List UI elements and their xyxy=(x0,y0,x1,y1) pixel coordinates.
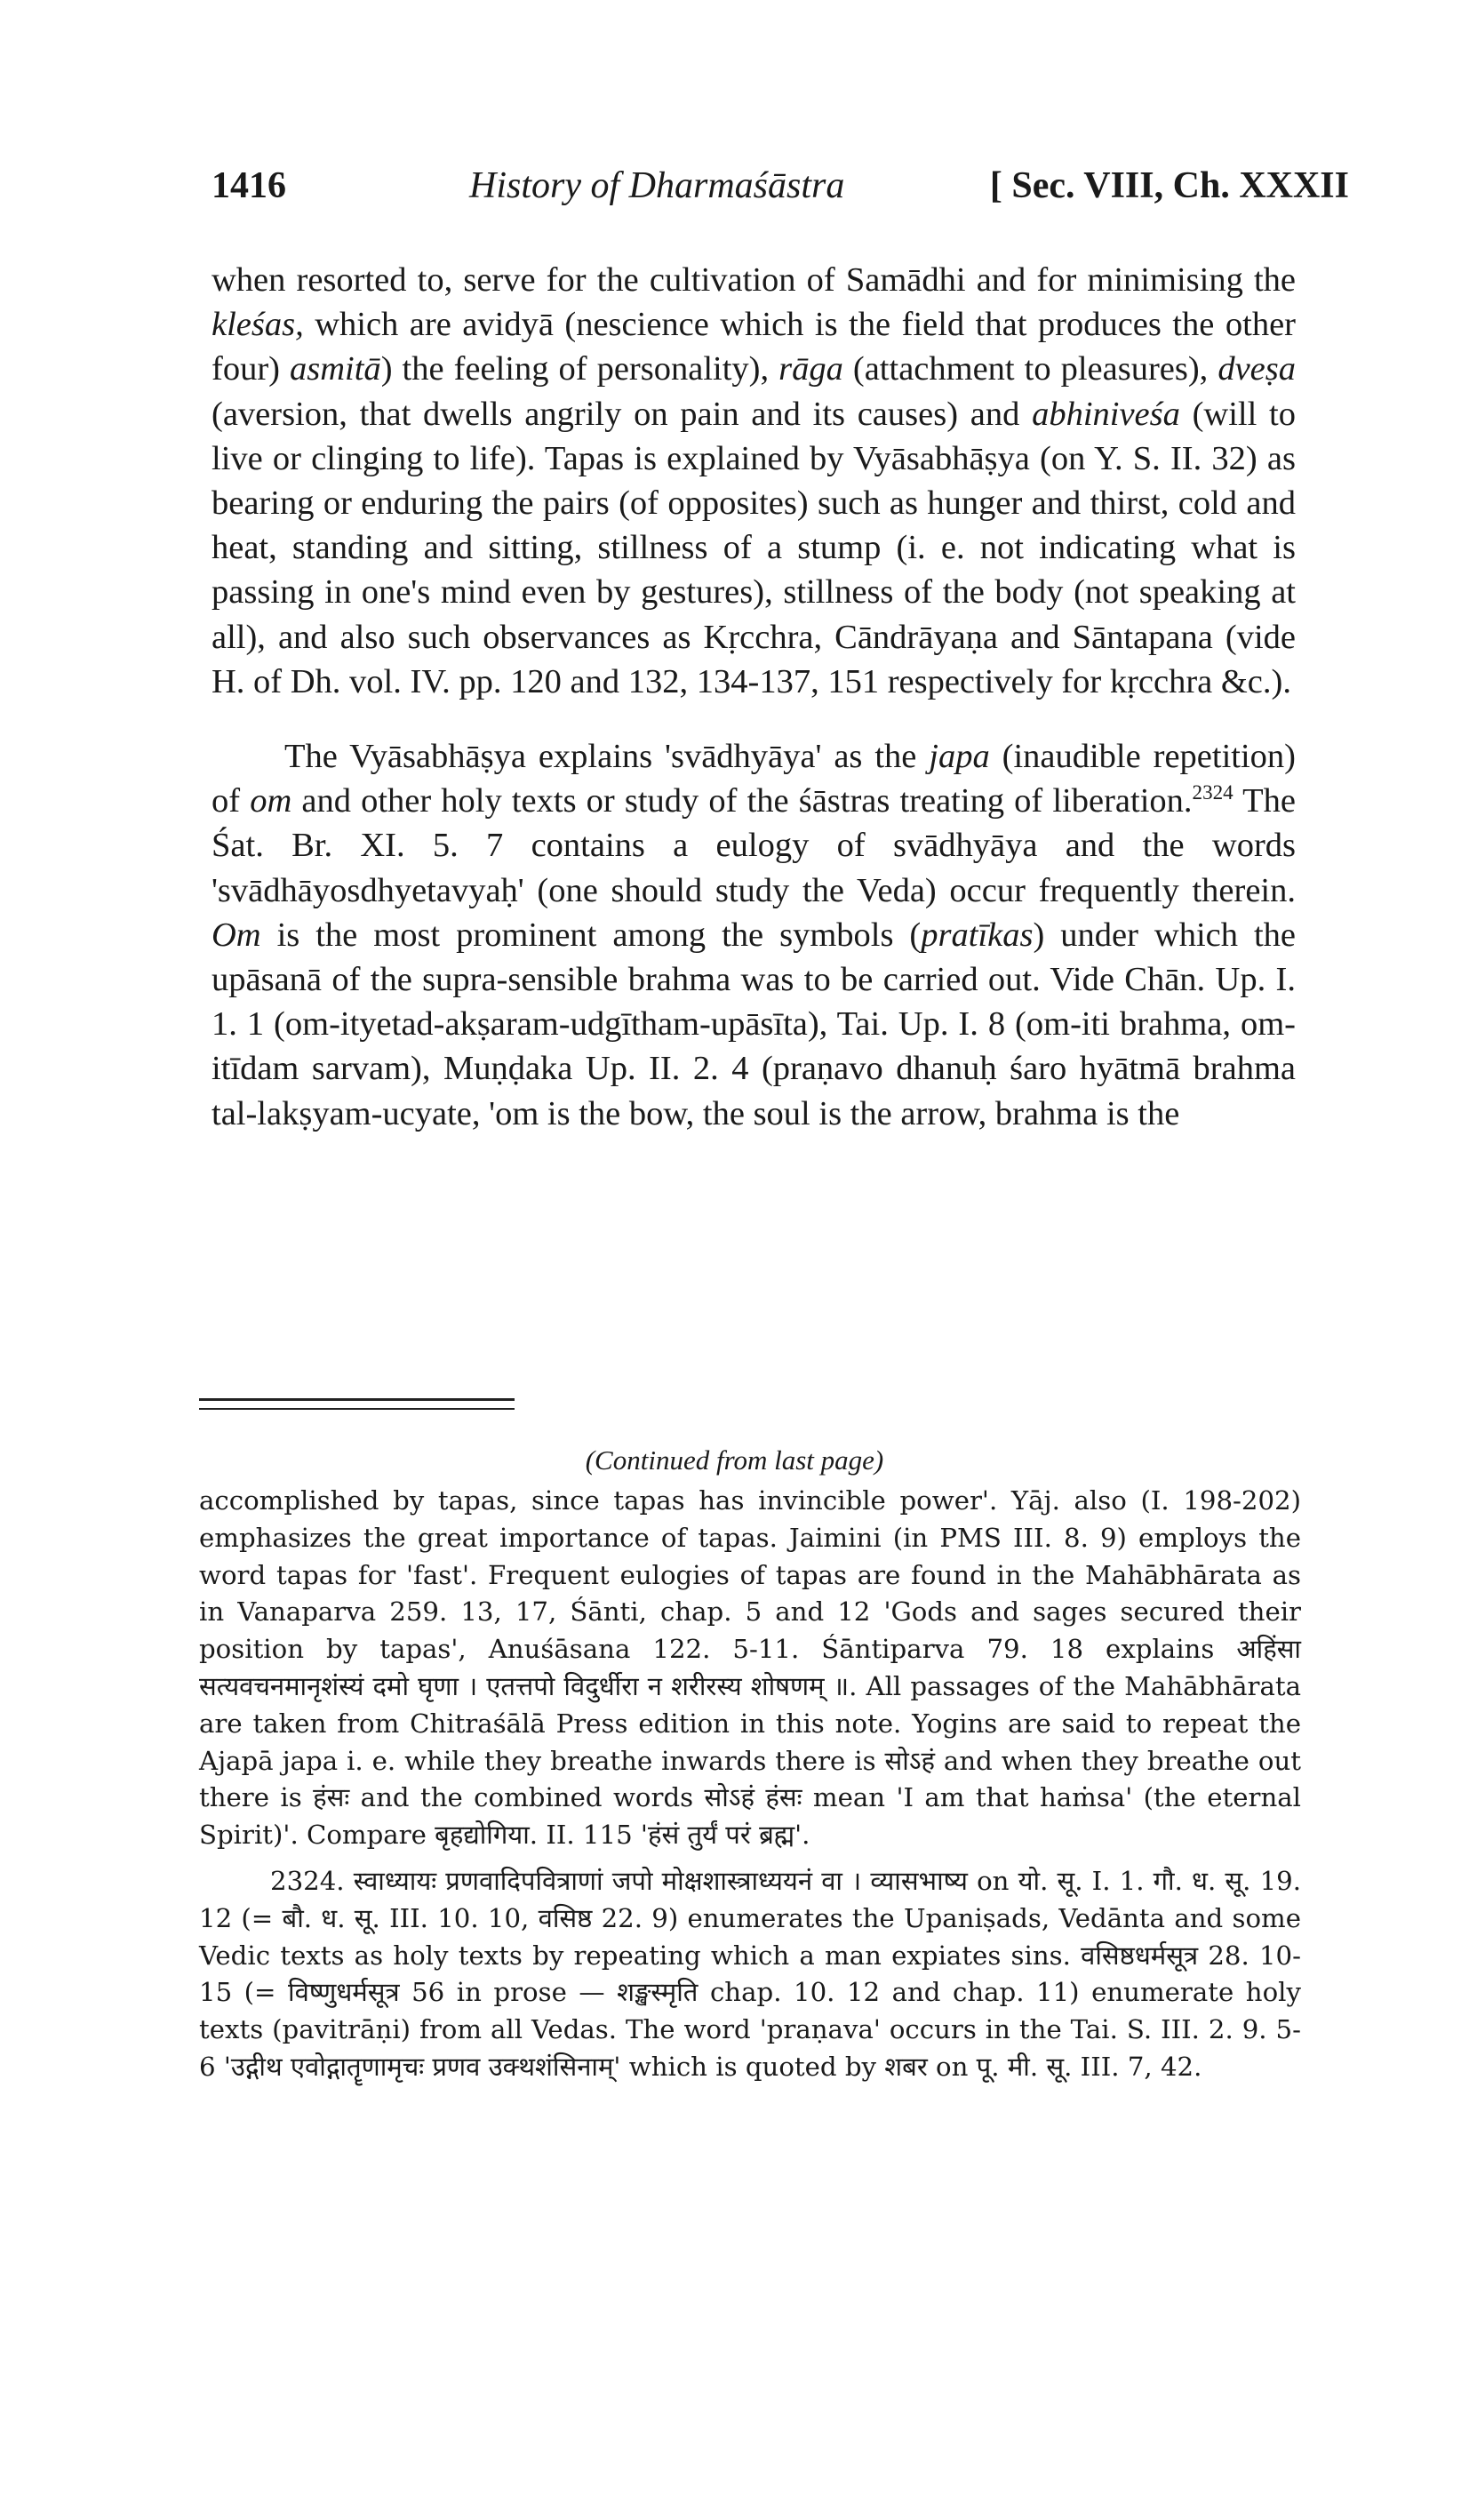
footnote-2324: 2324. स्वाध्यायः प्रणवादिपवित्राणां जपो मोक्षशास्त्राध्ययनं वा । व्यासभाष्य on यो. सू. I. 1. गौ. ध. सू. 19. 12 (= बौ. ध. सू. III. 10. 10, वसिष्ठ 22. 9) enumerates the Upaniṣads, Vedānta and some Vedic texts as holy texts by repeating which a man expiates sins. वसिष्ठधर्मसूत्र 28. 10-15 (= विष्णुधर्मसूत्र 56 in prose — शङ्खस्मृति chap. 10. 12 and chap. 11) enumerate holy texts (pavitrāṇi) from all Vedas. The word 'praṇava' occurs in the Tai. S. III. 2. 9. 5-6 'उद्गीथ एवोद्गातॄणामृचः प्रणव उक्थशंसिनाम्' which is quoted by शबर on पू. मी. सू. III. 7, 42. xyxy=(199,1865,1301,2082)
paragraph-2: The Vyāsabhāṣya explains 'svādhyāya' as the japa (inaudible repetition) of om and other holy texts or study of the śāstras treating of liberation.$^{2324}$ The Śat. Br. XI. 5. 7 contains a eulogy of svādhyāya and the words 'svādhāyosdhyetavyaḥ' (one should study the Veda) occur frequently therein. Om is the most prominent among the symbols (pratīkas) under which the upāsanā of the supra-sensible brahma was to be carried out. Vide Chān. Up. I. 1. 1 (om-ityetad-akṣaram-udgītham-upāsīta), Tai. Up. I. 8 (om-iti brahma, om-itīdam sarvam), Muṇḍaka Up. II. 2. 4 (praṇavo dhanuḥ śaro hyātmā brahma tal-lakṣyam-ucyate, 'om is the bow, the soul is the arrow, brahma is the xyxy=(212,738,1296,1132)
running-header xyxy=(212,164,1349,227)
book-title: History of Dharmaśāstra xyxy=(469,165,845,206)
continued-note: (Continued from last page) xyxy=(585,1444,884,1476)
footnote-number: 2324. xyxy=(270,1865,345,1896)
main-text xyxy=(212,258,1296,1136)
footnote-continued: accomplished by tapas, since tapas has invincible power'. Yāj. also (I. 198-202) emphasizes the great importance of tapas. Jaimini (in PMS III. 8. 9) employs the word tapas for 'fast'. Frequent eulogies of tapas are found in the Mahābhārata as in Vanaparva 259. 13, 17, Śānti, chap. 5 and 12 'Gods and sages secured their position by tapas', Anuśāsana 122. 5-11. Śāntiparva 79. 18 explains अहिंसा सत्यवचनमानृशंस्यं दमो घृणा । एतत्तपो विदुर्धीरा न शरीरस्य शोषणम् ॥. All passages of the Mahābhārata are taken from Chitraśālā Press edition in this note. Yogins are said to repeat the Ajapā japa i. e. while they breathe inwards there is सोऽहं and when they breathe out there is हंसः and the combined words सोऽहं हंसः mean 'I am that haṁsa' (the eternal Spirit)'. Compare बृहद्योगिया. II. 115 'हंसं तुर्यं परं ब्रह्म'. xyxy=(199,1485,1301,1851)
footnotes xyxy=(199,1483,1301,2086)
paragraph-1: when resorted to, serve for the cultivation of Samādhi and for minimising the kleśas, which are avidyā (nescience which is the field that produces the other four) asmitā) the feeling of personality), rāga (attachment to pleasures), dveṣa (aversion, that dwells angrily on pain and its causes) and abhiniveśa (will to live or clinging to life). Tapas is explained by Vyāsabhāṣya (on Y. S. II. 32) as bearing or enduring the pairs (of opposites) such as hunger and thirst, cold and heat, standing and sitting, stillness of a stump (i. e. not indicating what is passing in one's mind even by gestures), stillness of the body (not speaking at all), and also such observances as Kṛcchra, Cāndrāyaṇa and Sāntapana (vide H. of Dh. vol. IV. pp. 120 and 132, 134-137, 151 respectively for kṛcchra &c.). xyxy=(212,261,1296,700)
section-reference: [ Sec. VIII, Ch. XXXII xyxy=(989,165,1349,206)
footnote-divider xyxy=(199,1398,515,1401)
page-number: 1416 xyxy=(212,165,286,206)
footnote-marker: 2324 xyxy=(1192,780,1233,804)
footnote-divider-secondary xyxy=(199,1408,515,1410)
